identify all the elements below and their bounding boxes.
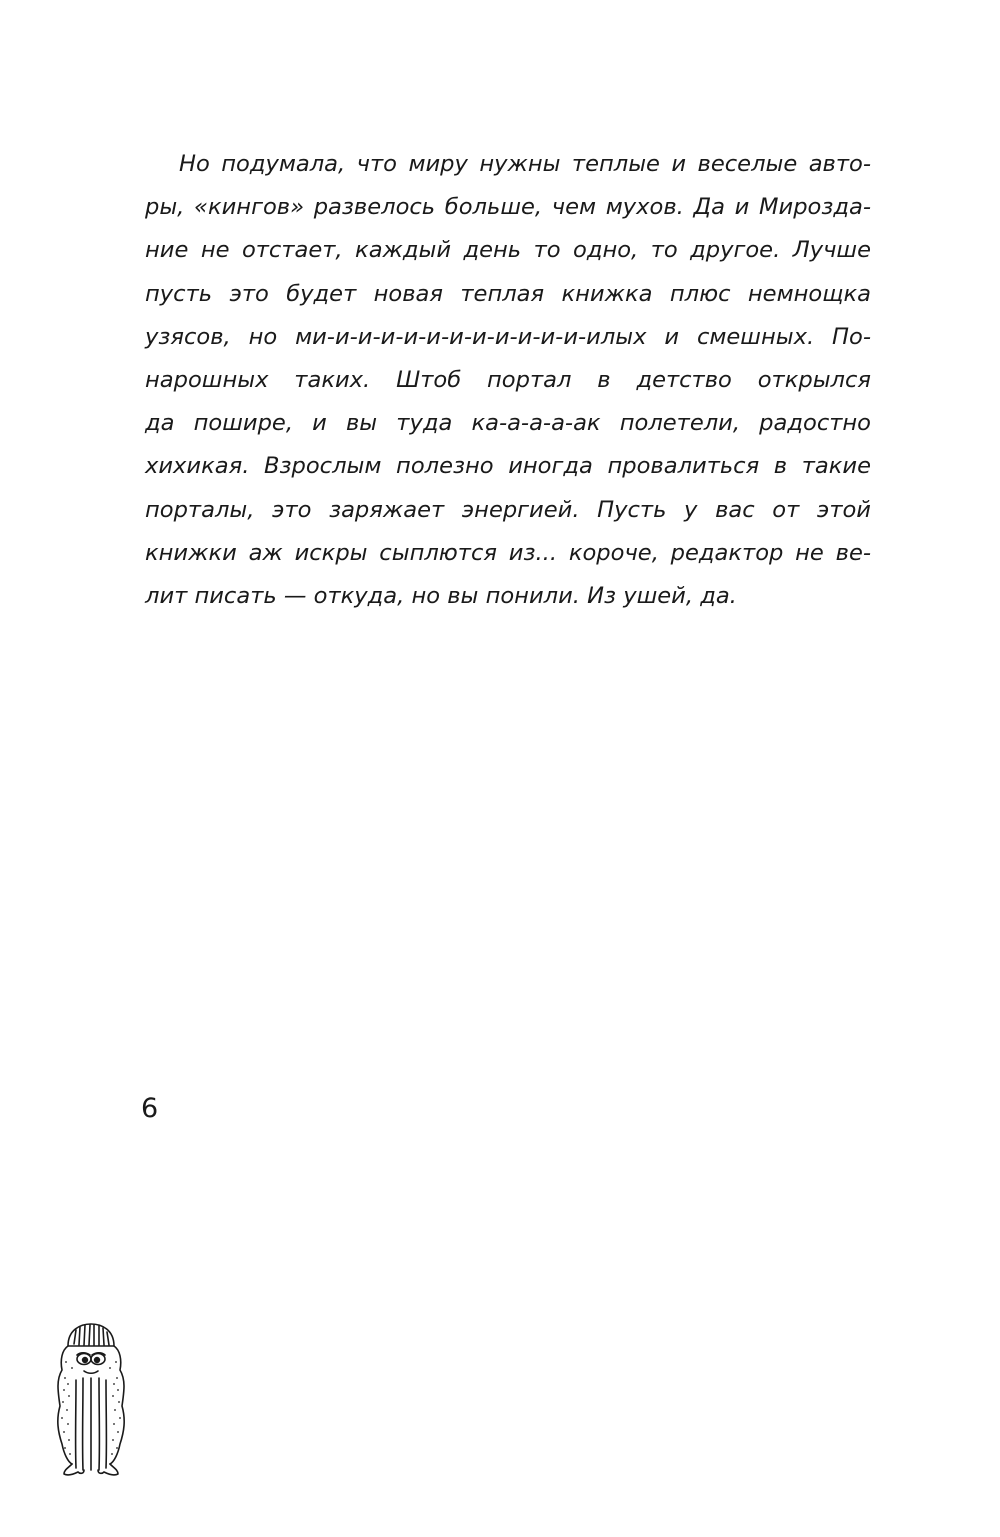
text-line: нарошных таких. Штоб портал в детство открылся — [145, 366, 871, 393]
text-line: да пошире, и вы туда ка-а-а-а-ак полетели, радостно — [145, 410, 871, 437]
page-number: 6 — [141, 1093, 159, 1124]
text-line: Но подумала, что миру нужны теплые и веселые авто- — [179, 151, 871, 177]
text-line: книжки аж искры сыплются из... короче, редактор не ве- — [145, 539, 871, 566]
text-line: лит писать — откуда, но вы понили. Из ушей, да. — [145, 582, 737, 609]
text-line: порталы, это заряжает энергией. Пусть у вас от этой — [145, 496, 871, 523]
text-line: хихикая. Взрослым полезно иногда провалиться в такие — [145, 453, 871, 480]
text-line: ние не отстает, каждый день то одно, то другое. Лучше — [145, 237, 871, 264]
text-line: узясов, но ми-и-и-и-и-и-и-и-и-и-и-и-илых и смешных. По- — [145, 323, 871, 350]
body-paragraph — [145, 143, 871, 618]
monster-doodle-icon — [50, 1322, 132, 1482]
text-line: ры, «кингов» развелось больше, чем мухов. Да и Мирозда- — [145, 194, 871, 221]
text-line: пусть это будет новая теплая книжка плюс немнощка — [145, 280, 871, 307]
